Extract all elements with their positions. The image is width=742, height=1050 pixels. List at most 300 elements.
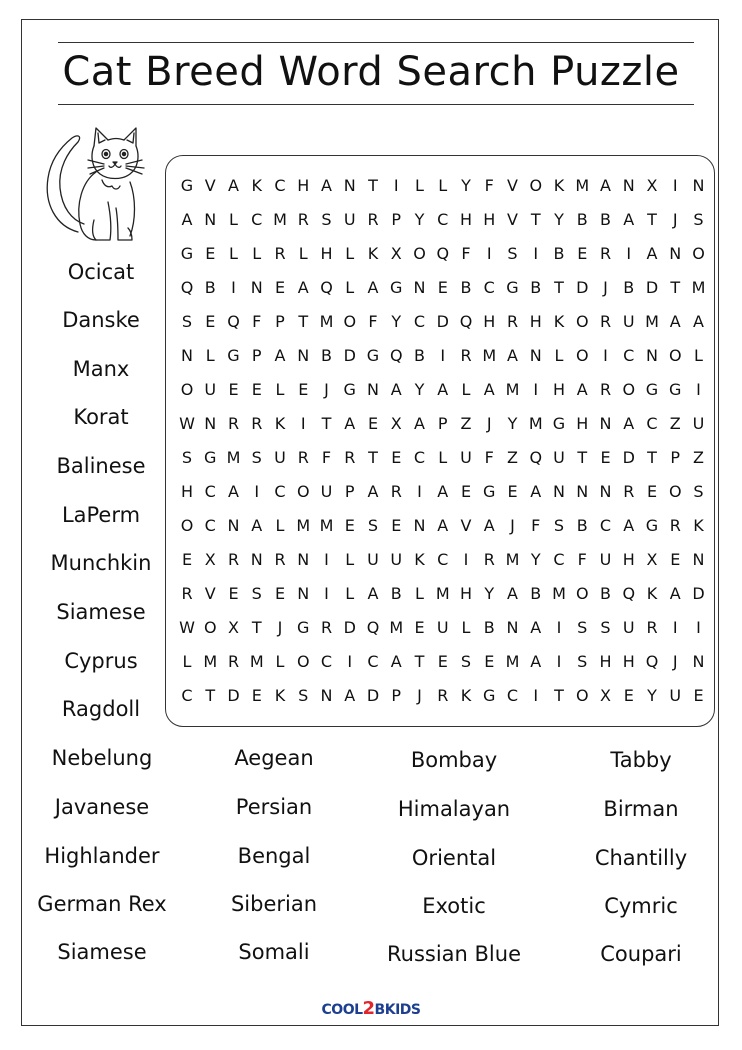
grid-letter: I <box>324 550 329 569</box>
grid-letter: D <box>692 584 705 603</box>
grid-letter: N <box>204 414 217 433</box>
grid-letter: I <box>672 176 678 195</box>
word-bank-item: Russian Blue <box>387 942 521 966</box>
grid-letter: Y <box>554 210 564 229</box>
cool2bkids-logo <box>22 998 720 1019</box>
grid-letter: U <box>204 380 217 399</box>
grid-letter: F <box>577 550 587 569</box>
grid-letter: E <box>205 244 216 263</box>
letter-grid <box>165 155 715 727</box>
grid-letter: N <box>622 176 635 195</box>
word-bank-item: Highlander <box>44 844 160 868</box>
grid-letter: A <box>181 210 193 229</box>
grid-letter: B <box>530 278 542 297</box>
grid-letter: M <box>296 516 311 535</box>
grid-letter: G <box>552 414 566 433</box>
grid-letter: Z <box>669 414 681 433</box>
grid-letter: A <box>576 380 588 399</box>
grid-letter: I <box>231 278 236 297</box>
grid-letter: Z <box>460 414 472 433</box>
grid-letter: Q <box>622 584 636 603</box>
grid-letter: H <box>459 210 473 229</box>
grid-letter: P <box>437 414 448 433</box>
grid-letter: A <box>390 380 402 399</box>
grid-letter: U <box>599 550 612 569</box>
grid-letter: O <box>575 312 589 331</box>
grid-letter: K <box>646 584 658 603</box>
grid-letter: M <box>319 312 334 331</box>
grid-letter: P <box>391 210 402 229</box>
grid-letter: B <box>204 278 216 297</box>
title-top-rule <box>58 42 694 43</box>
grid-letter: I <box>533 380 539 399</box>
grid-letter: A <box>669 312 681 331</box>
grid-letter: T <box>647 210 657 229</box>
grid-letter: G <box>366 346 380 365</box>
word-bank-item: Aegean <box>234 746 314 770</box>
grid-letter: E <box>274 584 286 603</box>
word-bank-item: Coupari <box>600 942 682 966</box>
grid-letter: J <box>510 516 515 535</box>
grid-letter: L <box>345 584 355 603</box>
grid-letter: R <box>227 550 240 569</box>
grid-letter: A <box>344 686 356 705</box>
grid-letter: J <box>486 414 492 433</box>
grid-letter: L <box>345 244 355 263</box>
grid-letter: L <box>438 448 448 467</box>
side-word-danske: Danske <box>62 308 140 332</box>
grid-letter: O <box>622 380 636 399</box>
grid-letter: I <box>393 176 399 195</box>
grid-letter: M <box>273 210 287 229</box>
grid-letter: A <box>437 482 449 501</box>
word-bank-item: Birman <box>603 797 679 821</box>
grid-letter: M <box>505 380 520 399</box>
grid-letter: E <box>228 584 239 603</box>
grid-letter: I <box>486 244 492 263</box>
grid-letter: U <box>553 448 565 467</box>
grid-letter: A <box>530 482 542 501</box>
grid-letter: C <box>320 652 333 671</box>
grid-letter: A <box>693 312 704 331</box>
grid-letter: A <box>321 176 332 195</box>
grid-letter: N <box>250 550 263 569</box>
grid-letter: O <box>575 584 589 603</box>
grid-letter: A <box>367 482 379 501</box>
grid-letter: R <box>227 414 240 433</box>
grid-letter: K <box>367 244 379 263</box>
grid-letter: O <box>343 312 357 331</box>
word-bank-item: Somali <box>238 940 310 964</box>
grid-letter: N <box>599 414 612 433</box>
grid-letter: N <box>320 686 333 705</box>
grid-letter: D <box>576 278 589 297</box>
grid-letter: C <box>181 686 193 705</box>
grid-letter: M <box>203 652 218 671</box>
grid-letter: E <box>205 312 216 331</box>
grid-letter: L <box>345 278 355 297</box>
grid-letter: S <box>460 652 472 671</box>
grid-letter: H <box>297 176 310 195</box>
word-bank-item: Siamese <box>57 940 147 964</box>
grid-letter: P <box>670 448 681 467</box>
grid-letter: W <box>179 414 195 433</box>
grid-letter: M <box>435 584 450 603</box>
grid-letter: K <box>693 516 704 535</box>
grid-letter: N <box>692 176 705 195</box>
grid-letter: P <box>251 346 262 365</box>
grid-letter: T <box>368 176 378 195</box>
grid-letter: T <box>298 312 309 331</box>
grid-letter: R <box>274 550 286 569</box>
grid-letter: J <box>672 652 678 671</box>
grid-letter: E <box>298 380 309 399</box>
grid-letter: E <box>437 652 448 671</box>
grid-letter: N <box>250 278 263 297</box>
grid-letter: K <box>460 686 472 705</box>
grid-letter: X <box>390 414 402 433</box>
grid-letter: A <box>437 380 449 399</box>
grid-letter: B <box>623 278 635 297</box>
word-bank-item: Exotic <box>422 894 486 918</box>
grid-letter: E <box>460 482 472 501</box>
grid-letter: T <box>554 278 564 297</box>
grid-letter: K <box>553 312 565 331</box>
grid-letter: A <box>274 346 286 365</box>
grid-letter: I <box>533 686 539 705</box>
grid-letter: J <box>277 618 283 637</box>
grid-letter: R <box>297 448 309 467</box>
grid-letter: A <box>623 414 635 433</box>
grid-letter: N <box>669 244 682 263</box>
grid-letter: E <box>437 278 448 297</box>
grid-letter: E <box>251 380 262 399</box>
worksheet-page <box>21 19 719 1026</box>
grid-letter: E <box>507 482 518 501</box>
grid-letter: S <box>367 516 379 535</box>
grid-letter: R <box>623 482 635 501</box>
grid-letter: T <box>414 652 425 671</box>
grid-letter: L <box>275 380 285 399</box>
grid-letter: O <box>668 346 682 365</box>
grid-letter: I <box>672 618 678 637</box>
grid-letter: E <box>670 550 681 569</box>
grid-letter: H <box>552 380 566 399</box>
grid-letter: D <box>343 618 356 637</box>
grid-letter: I <box>696 618 701 637</box>
grid-letter: C <box>251 210 263 229</box>
grid-letter: U <box>274 448 286 467</box>
grid-letter: S <box>693 210 704 229</box>
word-bank-item: Siberian <box>230 892 318 916</box>
grid-letter: M <box>645 312 659 331</box>
grid-letter: N <box>599 482 612 501</box>
grid-letter: T <box>577 448 588 467</box>
grid-letter: M <box>691 278 706 297</box>
page-title: Cat Breed Word Search Puzzle <box>62 49 680 95</box>
grid-letter: N <box>297 584 310 603</box>
grid-letter: E <box>181 550 193 569</box>
grid-letter: N <box>529 346 542 365</box>
grid-letter: N <box>692 550 705 569</box>
grid-letter: A <box>623 516 635 535</box>
word-bank-item: Bengal <box>237 844 311 868</box>
grid-letter: F <box>252 312 262 331</box>
grid-letter: B <box>553 244 565 263</box>
grid-letter: E <box>391 516 402 535</box>
grid-letter: L <box>275 652 285 671</box>
word-bank-item: Tabby <box>610 748 672 772</box>
grid-letter: G <box>645 380 659 399</box>
grid-letter: L <box>252 244 262 263</box>
grid-letter: G <box>483 482 496 501</box>
side-word-ragdoll: Ragdoll <box>61 697 141 721</box>
word-bank-item: Persian <box>235 795 313 819</box>
grid-letter: G <box>669 380 682 399</box>
grid-letter: A <box>437 516 449 535</box>
grid-letter: K <box>553 176 565 195</box>
grid-letter: A <box>669 584 681 603</box>
grid-letter: H <box>483 210 496 229</box>
word-bank-item: German Rex <box>37 892 167 916</box>
grid-letter: G <box>180 176 194 195</box>
grid-letter: A <box>507 584 518 603</box>
grid-letter: I <box>556 652 562 671</box>
grid-letter: G <box>297 618 310 637</box>
grid-letter: A <box>483 380 495 399</box>
logo-text-bkids: BKIDS <box>374 1002 421 1018</box>
grid-letter: C <box>204 482 216 501</box>
grid-letter: F <box>484 448 494 467</box>
grid-letter: E <box>600 448 611 467</box>
grid-letter: E <box>484 652 495 671</box>
cat-illustration <box>38 116 160 248</box>
grid-letter: I <box>556 618 562 637</box>
grid-letter: A <box>507 346 518 365</box>
grid-letter: L <box>345 550 355 569</box>
grid-letter: S <box>251 584 262 603</box>
grid-letter: D <box>436 312 449 331</box>
grid-letter: K <box>251 176 262 195</box>
grid-letter: N <box>413 278 426 297</box>
grid-letter: Q <box>180 278 194 297</box>
word-bank-item: Chantilly <box>594 846 688 870</box>
grid-letter: R <box>390 482 402 501</box>
grid-letter: C <box>646 414 658 433</box>
grid-letter: I <box>440 346 446 365</box>
grid-letter: E <box>391 448 402 467</box>
grid-letter: Z <box>507 448 518 467</box>
grid-letter: I <box>300 414 306 433</box>
grid-letter: N <box>553 482 565 501</box>
grid-letter: F <box>484 176 494 195</box>
grid-letter: S <box>577 618 588 637</box>
grid-letter: G <box>645 516 659 535</box>
grid-letter: G <box>227 346 240 365</box>
grid-letter: S <box>181 448 193 467</box>
grid-letter: Y <box>484 584 495 603</box>
word-bank-item: Cymric <box>604 894 678 918</box>
grid-letter: D <box>645 278 659 297</box>
grid-letter: S <box>181 312 193 331</box>
grid-letter: R <box>483 550 495 569</box>
grid-letter: Y <box>391 312 402 331</box>
grid-letter: L <box>415 176 424 195</box>
grid-letter: M <box>575 176 590 195</box>
word-bank-item: Himalayan <box>397 797 511 821</box>
grid-letter: O <box>529 176 543 195</box>
grid-letter: S <box>298 686 309 705</box>
grid-letter: I <box>324 584 329 603</box>
grid-letter: Q <box>320 278 333 297</box>
side-word-laperm: LaPerm <box>61 503 141 527</box>
grid-letter: F <box>321 448 332 467</box>
grid-letter: Q <box>227 312 240 331</box>
grid-letter: N <box>297 346 310 365</box>
grid-letter: D <box>227 686 240 705</box>
grid-letter: M <box>505 652 520 671</box>
grid-letter: S <box>553 516 565 535</box>
grid-letter: N <box>227 516 240 535</box>
grid-letter: C <box>367 652 379 671</box>
grid-letter: R <box>297 210 309 229</box>
grid-letter: V <box>460 516 472 535</box>
grid-letter: R <box>181 584 193 603</box>
grid-letter: I <box>626 244 632 263</box>
grid-letter: O <box>296 482 310 501</box>
grid-letter: U <box>669 686 682 705</box>
grid-letter: M <box>552 584 566 603</box>
grid-letter: L <box>694 346 703 365</box>
title-bottom-rule <box>58 104 694 105</box>
grid-letter: T <box>554 686 564 705</box>
grid-letter: H <box>622 652 635 671</box>
grid-letter: Z <box>693 448 704 467</box>
grid-letter: R <box>274 244 286 263</box>
grid-letter: E <box>577 244 588 263</box>
grid-letter: T <box>368 448 378 467</box>
grid-letter: A <box>367 584 379 603</box>
grid-letter: U <box>367 550 379 569</box>
grid-letter: R <box>599 312 612 331</box>
word-bank-item: Nebelung <box>51 746 153 770</box>
grid-letter: E <box>251 686 262 705</box>
grid-letter: O <box>413 244 426 263</box>
grid-letter: G <box>390 278 403 297</box>
side-word-siamese: Siamese <box>56 600 146 624</box>
grid-letter: R <box>599 244 612 263</box>
grid-letter: H <box>622 550 635 569</box>
grid-letter: X <box>646 550 658 569</box>
grid-letter: Q <box>645 652 659 671</box>
grid-letter: M <box>249 652 264 671</box>
grid-letter: M <box>226 448 241 467</box>
grid-letter: E <box>344 516 355 535</box>
side-word-munchkin: Munchkin <box>50 551 152 575</box>
grid-letter: R <box>669 516 681 535</box>
grid-letter: K <box>274 414 286 433</box>
grid-letter: A <box>228 176 239 195</box>
grid-letter: W <box>179 618 195 637</box>
grid-letter: X <box>646 176 658 195</box>
grid-letter: A <box>251 516 263 535</box>
grid-letter: L <box>229 244 238 263</box>
grid-letter: B <box>483 618 495 637</box>
grid-letter: E <box>623 686 634 705</box>
grid-letter: F <box>531 516 541 535</box>
grid-letter: T <box>647 448 657 467</box>
word-bank-item: Javanese <box>54 795 150 819</box>
grid-letter: A <box>414 414 425 433</box>
grid-letter: B <box>600 584 611 603</box>
grid-letter: L <box>415 584 424 603</box>
grid-letter: N <box>181 346 193 365</box>
grid-letter: V <box>204 176 216 195</box>
grid-letter: H <box>180 482 194 501</box>
grid-letter: R <box>506 312 519 331</box>
grid-letter: R <box>344 448 356 467</box>
grid-letter: L <box>461 380 471 399</box>
grid-letter: M <box>389 618 404 637</box>
grid-letter: G <box>483 686 496 705</box>
grid-letter: S <box>251 448 262 467</box>
grid-letter: L <box>182 652 192 671</box>
grid-letter: V <box>204 584 216 603</box>
grid-letter: I <box>696 380 701 399</box>
word-bank-item: Bombay <box>410 748 498 772</box>
side-word-cyprus: Cyprus <box>64 649 138 673</box>
grid-letter: N <box>367 380 379 399</box>
grid-letter: H <box>529 312 542 331</box>
grid-letter: M <box>319 516 334 535</box>
grid-letter: Q <box>459 312 473 331</box>
grid-letter: R <box>599 380 612 399</box>
grid-letter: S <box>600 618 611 637</box>
grid-letter: B <box>530 584 542 603</box>
grid-letter: I <box>417 482 422 501</box>
grid-letter: U <box>343 210 356 229</box>
grid-letter: K <box>274 686 286 705</box>
grid-letter: L <box>298 244 308 263</box>
grid-letter: T <box>670 278 681 297</box>
grid-letter: R <box>460 346 472 365</box>
grid-letter: E <box>646 482 658 501</box>
grid-letter: R <box>320 618 333 637</box>
grid-letter: C <box>204 516 216 535</box>
grid-letter: L <box>554 346 564 365</box>
grid-letter: R <box>367 210 379 229</box>
grid-letter: J <box>672 210 678 229</box>
grid-letter: L <box>275 516 285 535</box>
grid-letter: U <box>320 482 333 501</box>
grid-letter: Y <box>530 550 541 569</box>
grid-letter: I <box>463 550 469 569</box>
grid-letter: B <box>414 346 425 365</box>
grid-letter: A <box>367 278 379 297</box>
grid-letter: C <box>413 448 426 467</box>
grid-letter: L <box>229 210 238 229</box>
grid-letter: F <box>368 312 378 331</box>
grid-letter: N <box>413 516 426 535</box>
grid-letter: V <box>507 176 518 195</box>
grid-letter: M <box>505 550 520 569</box>
grid-letter: O <box>180 516 194 535</box>
grid-letter: U <box>390 550 403 569</box>
grid-letter: P <box>344 482 355 501</box>
grid-letter: R <box>646 618 658 637</box>
grid-letter: O <box>203 618 217 637</box>
grid-letter: G <box>204 448 217 467</box>
